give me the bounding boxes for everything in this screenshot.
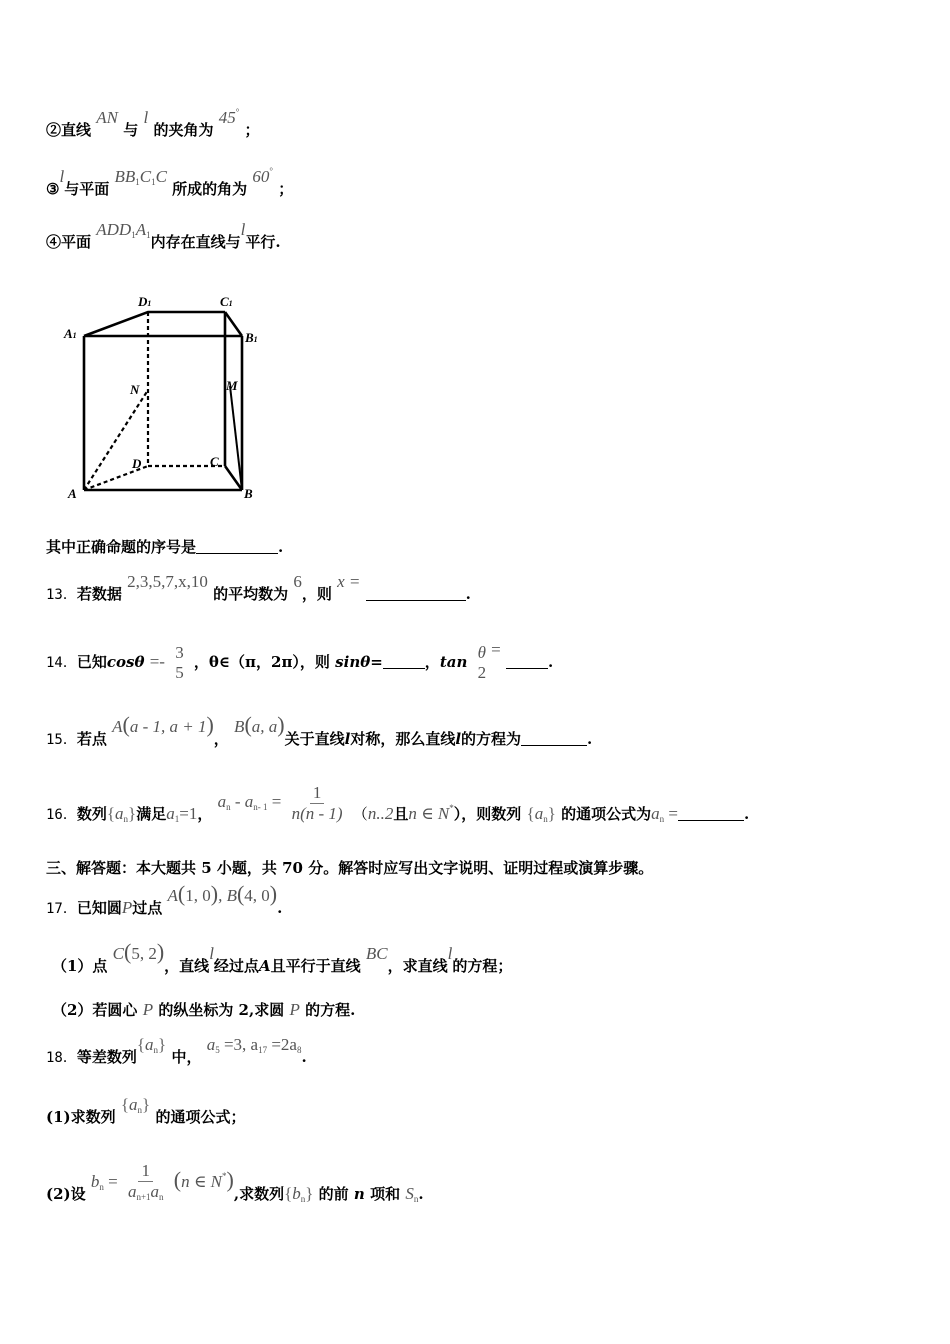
question-18-part-1: (1)求数列 $\{a_n\}$ 的通项公式； (46, 1095, 246, 1126)
section-3-heading: 三、解答题：本大题共 5 小题，共 70 分。解答时应写出文字说明、证明过程或演算步骤。 (46, 859, 654, 877)
q14-tan-blank[interactable] (506, 654, 548, 669)
q14-sin-blank[interactable] (383, 654, 425, 669)
question-15: 15．若点 A(a - 1, a + 1)， B(a, a)关于直线l对称，那么直线l的方程为 . (46, 712, 593, 748)
edge-a-n (84, 390, 148, 490)
q13-blank[interactable] (366, 586, 466, 601)
item-3-marker: ③ (46, 180, 60, 198)
q14-number: 14． (46, 655, 77, 671)
edge-c1-b1 (225, 312, 242, 336)
question-17-part-2: （2）若圆心 P 的纵坐标为 2,求圆 P 的方程. (52, 1000, 356, 1019)
answer-blank[interactable] (196, 539, 278, 554)
label-d1: D1 (138, 294, 152, 309)
q14-fraction: 3 5 (175, 643, 184, 682)
q17-number: 17． (46, 901, 77, 917)
item-3: ③l与平面 $BB_1C_1C$ 所成的角为 60° ； (46, 166, 294, 198)
q18-number: 18． (46, 1050, 77, 1066)
question-17: 17．已知圆P过点 A(1, 0), B(4, 0). (46, 881, 283, 917)
question-13: 13．若数据 2,3,5,7,x,10 的平均数为 6，则 x = . (46, 572, 471, 603)
label-a1: A1 (64, 326, 77, 341)
label-b: B (244, 486, 253, 501)
q15-number: 15． (46, 732, 77, 748)
label-c1: C1 (220, 294, 233, 309)
question-16: 16．数列$\{a_n\}$满足$a_1=1$， $a_n - a_{n- 1}$ = $\frac{1}{n(n - 1)}$ （n..2且n ∈ N*），则数列 $\{a_n\}$ 的通项公式为$a_n$ = . (46, 782, 750, 824)
label-b1: B1 (245, 330, 258, 345)
item-2: ②直线 AN 与 l 的夹角为 45° ； (46, 107, 260, 139)
q13-number: 13． (46, 587, 77, 603)
label-d: D (132, 456, 142, 471)
q16-number: 16． (46, 807, 77, 823)
question-18-part-2: (2)设 $b_n$ = $\frac{1}{a_{n+1}a_n}$ (n ∈ N*),求数列$\{b_n\}$ 的前 n 项和 $S_n$. (46, 1178, 424, 1209)
label-m: M (226, 378, 238, 393)
question-14: 14．已知cosθ =- 3 5 ，θ∈（π，2π），则 sinθ= ，tan θ 2 = . (46, 640, 554, 682)
edge-a1-d1-c1 (84, 312, 225, 336)
answer-line: 其中正确命题的序号是 . (46, 538, 284, 556)
q16-blank[interactable] (678, 806, 744, 821)
prism-figure (60, 290, 280, 505)
q16-fraction: $\frac{1}{n(n - 1)}$ (291, 782, 343, 823)
question-17-part-1: （1）点 C(5, 2)，直线l经过点A且平行于直线 BC，求直线l的方程； (52, 939, 513, 975)
item-4-marker: ④ (46, 233, 62, 251)
q14-half-angle: θ 2 (477, 643, 487, 682)
item-2-marker: ② (46, 121, 62, 139)
question-18: 18．等差数列$\{a_n\}$ 中， $a_5 =3$, $a_{17} =2a_8$. (46, 1035, 307, 1066)
q18-fraction: $\frac{1}{a_{n+1}a_n}$ (127, 1161, 164, 1202)
q15-blank[interactable] (521, 731, 587, 746)
label-a: A (68, 486, 77, 501)
label-c: C (210, 454, 219, 469)
label-n: N (130, 382, 140, 397)
item-4: ④平面 $ADD_1A_1$内存在直线与l平行. (46, 220, 281, 251)
